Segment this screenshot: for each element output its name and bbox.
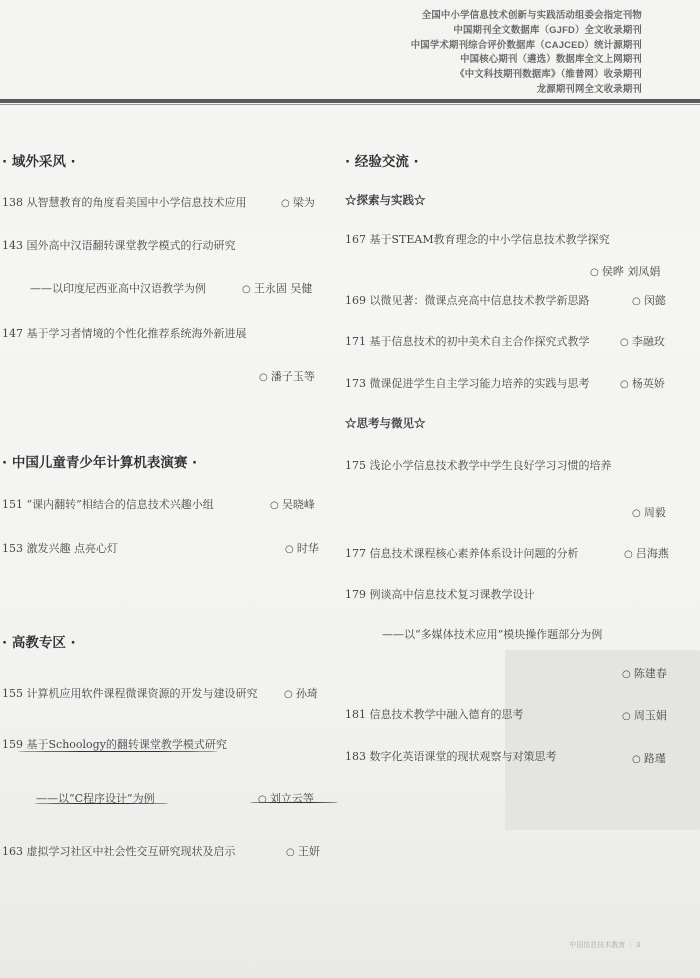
article-title: 计算机应用软件课程微课资源的开发与建设研究 xyxy=(26,687,258,700)
author: ○ 时华 xyxy=(285,540,319,556)
section-title-experience: · 经验交流 · xyxy=(345,154,419,170)
page-number: 163 xyxy=(2,845,23,858)
article-title: 信息技术教学中融入德育的思考 xyxy=(369,708,524,721)
article-subtitle: ——以印度尼西亚高中汉语教学为例 xyxy=(30,282,206,295)
page-number: 147 xyxy=(2,327,23,340)
page-number: 159 xyxy=(2,738,23,751)
page-number: 173 xyxy=(345,377,366,390)
author: ○ 王永固 吴健 xyxy=(242,280,312,296)
section-title-higher-education: · 高教专区 · xyxy=(2,635,76,651)
article-subtitle: ——以“多媒体技术应用”模块操作题部分为例 xyxy=(382,628,603,641)
author: ○ 侯晔 刘凤娟 xyxy=(590,263,660,279)
article-title: 以微见著：微课点亮高中信息技术教学新思路 xyxy=(369,294,590,307)
article-title: 激发兴趣 点亮心灯 xyxy=(26,542,118,555)
toc-entry-179[interactable] xyxy=(345,586,535,602)
page-number: 167 xyxy=(345,233,366,246)
page-number: 138 xyxy=(2,196,23,209)
header-rule xyxy=(0,99,700,103)
author: ○ 闵懿 xyxy=(632,292,666,308)
toc-entry-177[interactable] xyxy=(345,545,579,561)
page-number: 171 xyxy=(345,335,366,348)
indexing-line: 龙源期刊网全文收录期刊 xyxy=(536,82,642,94)
article-title: 浅论小学信息技术教学中学生良好学习习惯的培养 xyxy=(369,459,612,472)
page-number: 155 xyxy=(2,687,23,700)
subsection-explore-practice: ☆探索与实践☆ xyxy=(345,193,426,207)
section-title-overseas: · 域外采风 · xyxy=(2,154,76,170)
author: ○ 孙琦 xyxy=(284,685,318,701)
toc-entry-169[interactable] xyxy=(345,292,590,308)
handwritten-underline xyxy=(250,802,338,803)
page-number: 183 xyxy=(345,750,366,763)
article-title: 从智慧教育的角度看美国中小学信息技术应用 xyxy=(26,196,247,209)
toc-entry-155[interactable] xyxy=(2,685,258,701)
indexing-line: 全国中小学信息技术创新与实践活动组委会指定刊物 xyxy=(421,9,642,20)
toc-entry-183[interactable] xyxy=(345,748,557,764)
toc-entry-159[interactable] xyxy=(2,736,227,752)
subsection-thinking: ☆思考与微见☆ xyxy=(345,416,426,430)
handwritten-underline xyxy=(18,751,218,752)
article-subtitle: ——以“C程序设计”为例 xyxy=(36,792,155,805)
page-number: 169 xyxy=(345,294,366,307)
article-title: 基于Schoology的翻转课堂教学模式研究 xyxy=(26,738,227,751)
article-title: 微课促进学生自主学习能力培养的实践与思考 xyxy=(369,377,590,390)
article-title: 基于学习者情境的个性化推荐系统海外新进展 xyxy=(26,327,247,340)
indexing-line: 中国核心期刊（遴选）数据库全文上网期刊 xyxy=(460,53,642,65)
header-rule-thin xyxy=(0,104,700,105)
page-number: 151 xyxy=(2,498,23,511)
article-title: 基于STEAM教育理念的中小学信息技术教学探究 xyxy=(369,233,610,246)
author: ○ 刘立云等 xyxy=(258,790,314,806)
author: ○ 路瑾 xyxy=(632,750,666,766)
author: ○ 陈建春 xyxy=(622,665,667,681)
toc-entry-181[interactable] xyxy=(345,706,524,722)
page-number: 181 xyxy=(345,708,366,721)
author: ○ 王妍 xyxy=(286,843,320,859)
page-number: 177 xyxy=(345,547,366,560)
toc-entry-163[interactable] xyxy=(2,843,236,859)
section-title-computer-contest: · 中国儿童青少年计算机表演赛 · xyxy=(2,455,198,471)
toc-entry-143[interactable] xyxy=(2,237,236,253)
author: ○ 梁为 xyxy=(281,194,315,210)
toc-entry-151[interactable] xyxy=(2,496,214,512)
masthead-indexing-list xyxy=(222,8,642,97)
toc-entry-138[interactable] xyxy=(2,194,247,210)
toc-entry-173[interactable] xyxy=(345,375,590,391)
indexing-line: 《中文科技期刊数据库》（维普网）收录期刊 xyxy=(455,68,642,80)
author: ○ 周毅 xyxy=(632,504,666,520)
indexing-line: 中国期刊全文数据库（GJFD）全文收录期刊 xyxy=(453,23,642,35)
author: ○ 潘子玉等 xyxy=(259,368,315,384)
author: ○ 吕海燕 xyxy=(624,545,669,561)
background-photo-shadow xyxy=(505,650,700,830)
page-number: 175 xyxy=(345,459,366,472)
article-title: 虚拟学习社区中社会性交互研究现状及启示 xyxy=(26,845,236,858)
author: ○ 李融玫 xyxy=(620,333,665,349)
author: ○ 周玉娟 xyxy=(622,707,667,723)
toc-entry-171[interactable] xyxy=(345,333,590,349)
toc-entry-153[interactable] xyxy=(2,540,118,556)
page-number: 179 xyxy=(345,588,366,601)
handwritten-underline xyxy=(34,803,169,804)
article-title: 基于信息技术的初中美术自主合作探究式教学 xyxy=(369,335,590,348)
indexing-line: 中国学术期刊综合评价数据库（CAJCED）统计源期刊 xyxy=(410,38,642,50)
toc-entry-147[interactable] xyxy=(2,325,247,341)
article-title: “课内翻转”相结合的信息技术兴趣小组 xyxy=(26,498,214,511)
toc-entry-175[interactable] xyxy=(345,457,612,473)
article-title: 数字化英语课堂的现状观察与对策思考 xyxy=(369,750,557,763)
page-footer-mark: 中国信息技术教育 ｜ 3 xyxy=(569,942,640,949)
toc-entry-167[interactable] xyxy=(345,231,610,247)
page-number: 143 xyxy=(2,239,23,252)
article-title: 信息技术课程核心素养体系设计问题的分析 xyxy=(369,547,579,560)
article-title: 国外高中汉语翻转课堂教学模式的行动研究 xyxy=(26,239,236,252)
article-title: 例谈高中信息技术复习课教学设计 xyxy=(369,588,535,601)
page-number: 153 xyxy=(2,542,23,555)
author: ○ 杨英娇 xyxy=(620,375,665,391)
author: ○ 吴晓峰 xyxy=(270,496,315,512)
